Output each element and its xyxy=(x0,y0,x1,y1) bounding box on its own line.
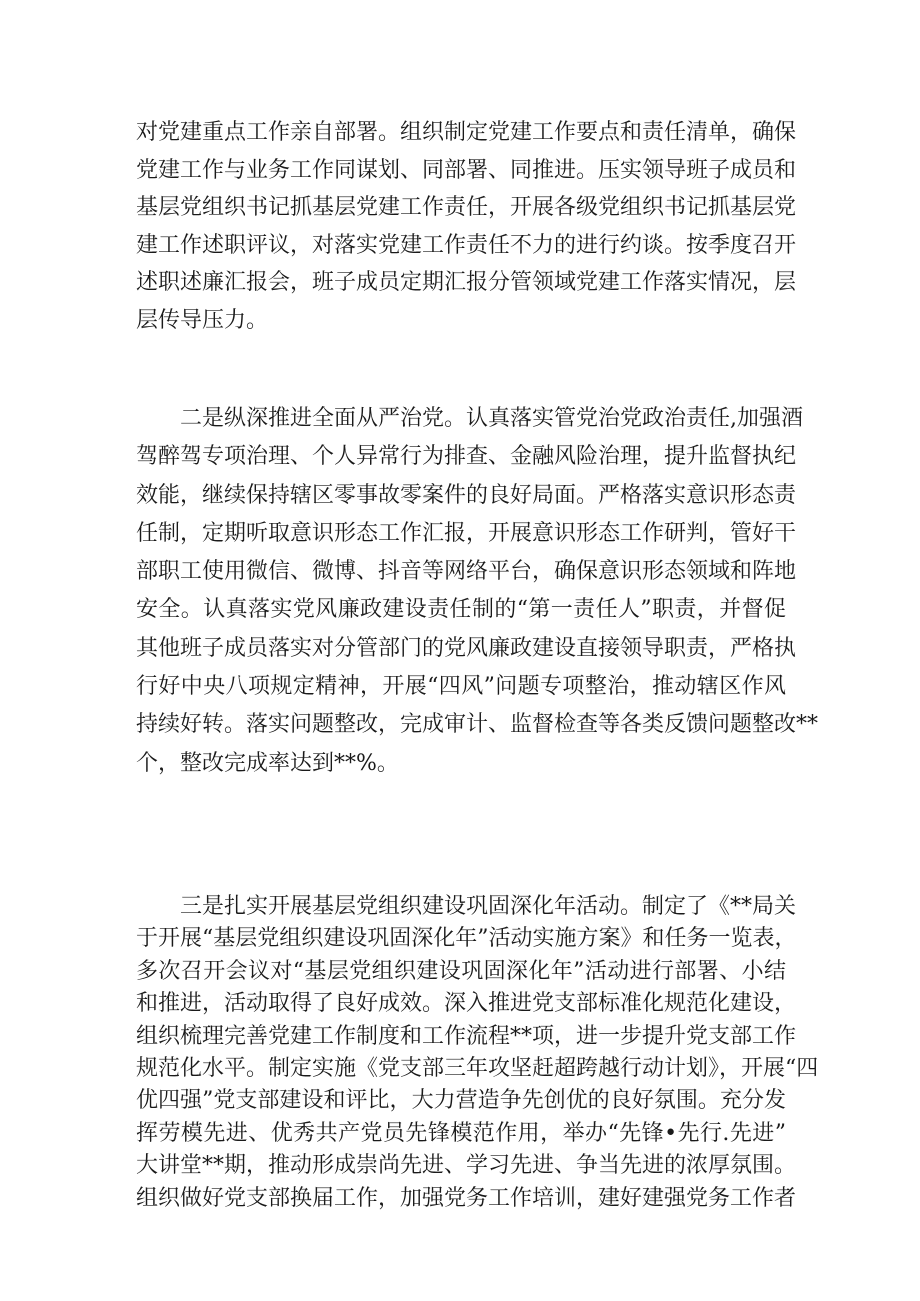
text-line: 党建工作与业务工作同谋划、同部署、同推进。压实领导班子成员和 xyxy=(136,157,797,183)
text-line: 于开展“基层党组织建设巩固深化年”活动实施方案》和任务一览表， xyxy=(136,926,797,952)
text-line: 驾醉驾专项治理、个人异常行为排查、金融风险治理，提升监督执纪 xyxy=(136,444,797,470)
text-line: 和推进，活动取得了良好成效。深入推进党支部标准化规范化建设， xyxy=(136,991,797,1017)
text-line: 二是纵深推进全面从严治党。认真落实管党治党政治责任,加强酒 xyxy=(180,406,803,431)
text-line: 效能，继续保持辖区零事故零案件的良好局面。严格落实意识形态责 xyxy=(136,482,797,508)
text-line: 组织做好党支部换届工作，加强党务工作培训，建好建强党务工作者 xyxy=(136,1185,797,1211)
text-line: 行好中央八项规定精神，开展“四风”问题专项整治，推动辖区作风 xyxy=(136,674,786,700)
text-line: 基层党组织书记抓基层党建工作责任，开展各级党组织书记抓基层党 xyxy=(136,195,797,220)
text-line: 规范化水平。制定实施《党支部三年攻坚赶超跨越行动计划》，开展“四 xyxy=(136,1056,819,1082)
text-line: 建工作述职评议，对落实党建工作责任不力的进行约谈。按季度召开 xyxy=(136,232,797,258)
text-line: 述职述廉汇报会，班子成员定期汇报分管领域党建工作落实情况，层 xyxy=(136,270,797,295)
text-line: 持续好转。落实问题整改，完成审计、监督检查等各类反馈问题整改** xyxy=(136,712,819,738)
paragraph-party-building-responsibility xyxy=(136,114,797,339)
text-line: 大讲堂**期，推动形成崇尚先进、学习先进、争当先进的浓厚氛围。 xyxy=(136,1153,797,1179)
text-line: 挥劳模先进、优秀共产党员先锋模范作用，举办“先锋•先行.先进” xyxy=(136,1120,786,1146)
text-line: 其他班子成员落实对分管部门的党风廉政建设直接领导职责，严格执 xyxy=(136,635,797,661)
text-line: 优四强”党支部建设和评比，大力营造争先创优的良好氛围。充分发 xyxy=(136,1088,786,1114)
text-line: 任制，定期听取意识形态工作汇报，开展意识形态工作研判，管好干 xyxy=(136,520,797,546)
text-line: 组织梳理完善党建工作制度和工作流程**项，进一步提升党支部工作 xyxy=(136,1023,797,1049)
paragraph-strict-party-governance xyxy=(136,400,819,783)
text-line: 三是扎实开展基层党组织建设巩固深化年活动。制定了《**局关 xyxy=(180,894,797,919)
text-line: 对党建重点工作亲自部署。组织制定党建工作要点和责任清单，确保 xyxy=(136,120,797,145)
text-line: 部职工使用微信、微博、抖音等网络平台，确保意识形态领域和阵地 xyxy=(136,559,797,585)
text-line: 个，整改完成率达到**%。 xyxy=(136,750,399,776)
text-line: 安全。认真落实党风廉政建设责任制的“第一责任人”职责，并督促 xyxy=(136,597,786,623)
paragraph-grassroots-organization-year xyxy=(136,891,819,1215)
text-line: 多次召开会议对“基层党组织建设巩固深化年”活动进行部署、小结 xyxy=(136,958,786,984)
text-line: 层传导压力。 xyxy=(136,307,269,333)
